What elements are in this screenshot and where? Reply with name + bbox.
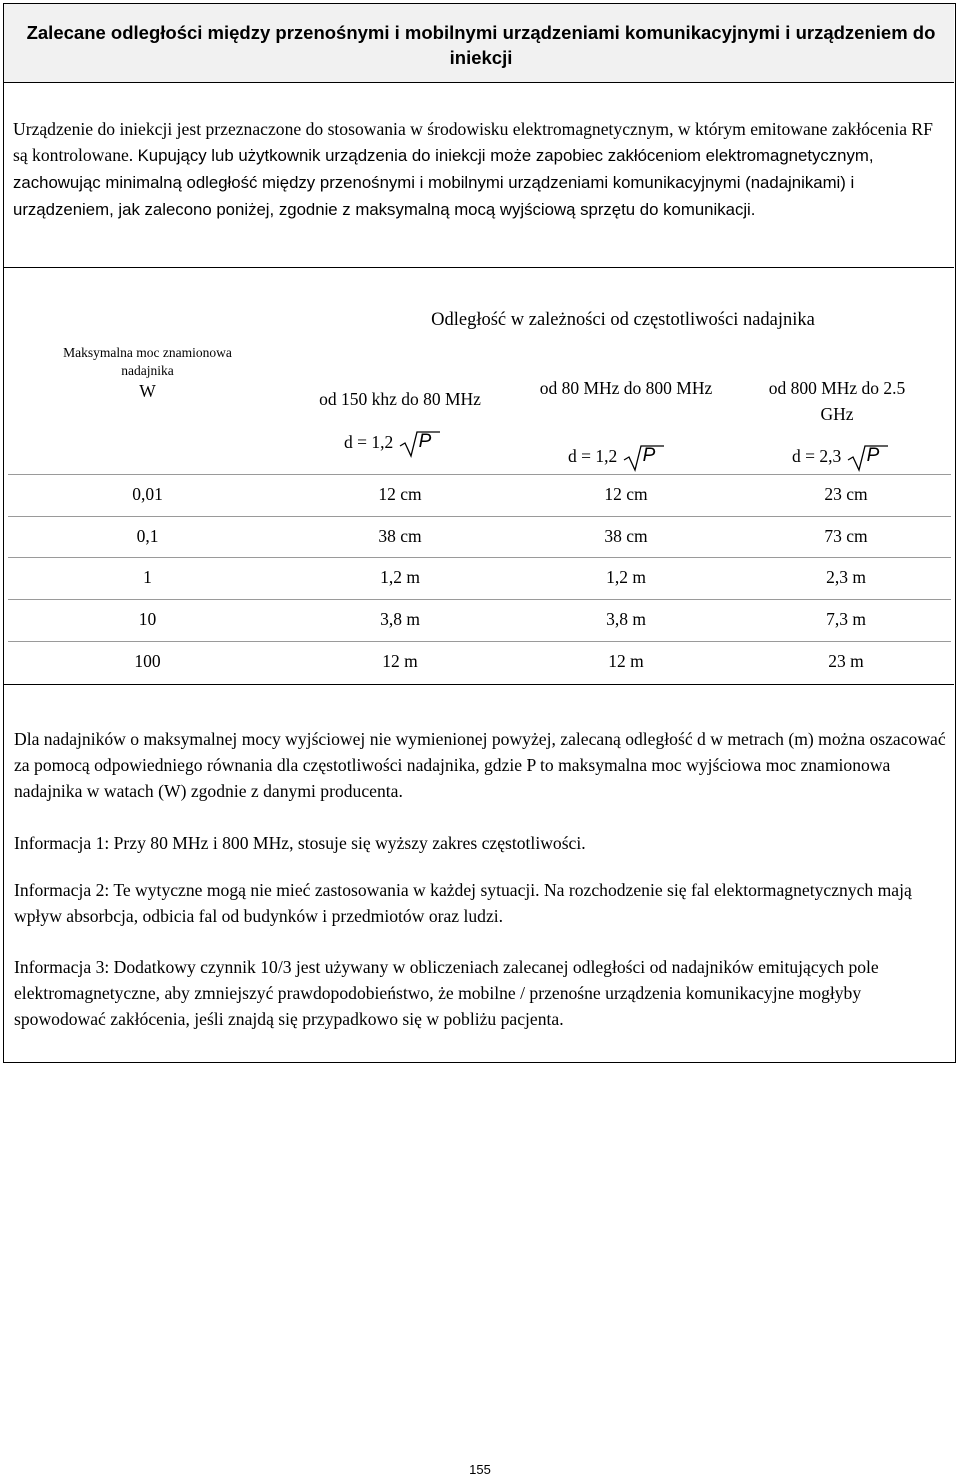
power-cell: 1	[143, 567, 152, 587]
power-cell: 0,01	[132, 484, 163, 504]
power-cell: 0,1	[136, 526, 159, 546]
table-bottom-border	[4, 684, 954, 685]
formula-range-3	[792, 444, 888, 472]
distance-cell: 12 m	[608, 651, 644, 671]
distance-cell: 23 cm	[824, 484, 868, 504]
row-separator	[8, 516, 951, 517]
note-info-2: Informacja 2: Te wytyczne mogą nie mieć zastosowania w każdej sytuacji. Na rozchodzenie się fal elektormagnetycznych mają wpływ absorbcja, odbicia fal od budynków i przedmiotów oraz ludzi.	[14, 880, 912, 926]
range-header-2: od 80 MHz do 800 MHz	[539, 378, 713, 398]
table-top-border	[4, 267, 954, 268]
power-cell: 100	[134, 651, 161, 671]
power-cell: 10	[138, 609, 157, 629]
distance-cell: 23 m	[828, 651, 864, 671]
formula-1-var: P	[418, 431, 432, 452]
distance-cell: 12 cm	[604, 484, 648, 504]
distance-cell: 2,3 m	[826, 567, 866, 587]
col-power-header-line2: nadajnika	[121, 363, 174, 378]
distance-cell: 73 cm	[824, 526, 868, 546]
distance-cell: 38 cm	[604, 526, 648, 546]
distance-cell: 3,8 m	[380, 609, 420, 629]
distance-cell: 1,2 m	[380, 567, 420, 587]
intro-part-1: Urządzenie do iniekcji jest przeznaczone do stosowania w środowisku elektromagnetycznym, w którym emitowane zakłócenia RF są kontrolowane.	[13, 119, 933, 165]
title-header	[4, 4, 954, 83]
note-info-1: Informacja 1: Przy 80 MHz i 800 MHz, stosuje się wyższy zakres częstotliwości.	[14, 833, 586, 853]
distance-group-header: Odległość w zależności od częstotliwości nadajnika	[431, 310, 815, 330]
distance-cell: 38 cm	[378, 526, 422, 546]
range-header-3: od 800 MHz do 2.5 GHz	[768, 378, 906, 424]
col-power-unit: W	[139, 381, 156, 401]
col-power-header-line1: Maksymalna moc znamionowa	[63, 345, 232, 360]
sqrt-icon	[846, 444, 888, 472]
sqrt-icon	[398, 430, 440, 458]
note-paragraph: Dla nadajników o maksymalnej mocy wyjściowej nie wymienionej powyżej, zalecaną odległość d w metrach (m) można oszacować za pomocą odpowiedniego równania dla częstotliwości nadajnika, gdzie P to maksymalna moc wyjściowa moc znamionowa nadajnika w watach (W) zgodnie z danymi producenta.	[14, 729, 946, 801]
row-separator	[8, 557, 951, 558]
formula-1-prefix: d = 1,2	[344, 432, 394, 453]
row-separator	[8, 599, 951, 600]
row-separator	[8, 474, 951, 475]
formula-range-1	[344, 430, 440, 458]
formula-3-var: P	[866, 445, 880, 466]
document-frame	[3, 3, 956, 1063]
distance-cell: 3,8 m	[606, 609, 646, 629]
distance-cell: 12 m	[382, 651, 418, 671]
row-separator	[8, 641, 951, 642]
formula-3-prefix: d = 2,3	[792, 446, 842, 467]
intro-paragraph	[13, 116, 948, 223]
distance-cell: 7,3 m	[826, 609, 866, 629]
note-info-3: Informacja 3: Dodatkowy czynnik 10/3 jest używany w obliczeniach zalecanej odległości od nadajników emitujących pole elektromagnetyczne, aby zmniejszyć prawdopodobieństwo, że mobilne / przenośne urządzenia komunikacyjne mogłyby spowodować zakłócenia, jeśli znajdą się przypadkowo się w pobliżu pacjenta.	[14, 957, 879, 1029]
distance-cell: 1,2 m	[606, 567, 646, 587]
formula-range-2	[568, 444, 664, 472]
formula-2-prefix: d = 1,2	[568, 446, 618, 467]
sqrt-icon	[622, 444, 664, 472]
document-title: Zalecane odległości między przenośnymi i mobilnymi urządzeniami komunikacyjnymi i urządzeniem do iniekcji	[26, 22, 936, 68]
intro-part-2: Kupujący lub użytkownik urządzenia do iniekcji może zapobiec zakłóceniom elektromagnetycznym, zachowując minimalną odległość między przenośnymi i mobilnymi urządzeniami komunikacyjnymi (nadajnikami) i urządzeniem, jak zalecono poniżej, zgodnie z maksymalną mocą wyjściową sprzętu do komunikacji.	[13, 146, 874, 219]
range-header-1: od 150 khz do 80 MHz	[319, 389, 481, 409]
formula-2-var: P	[642, 445, 656, 466]
distance-cell: 12 cm	[378, 484, 422, 504]
page-number: 155	[469, 1462, 491, 1477]
